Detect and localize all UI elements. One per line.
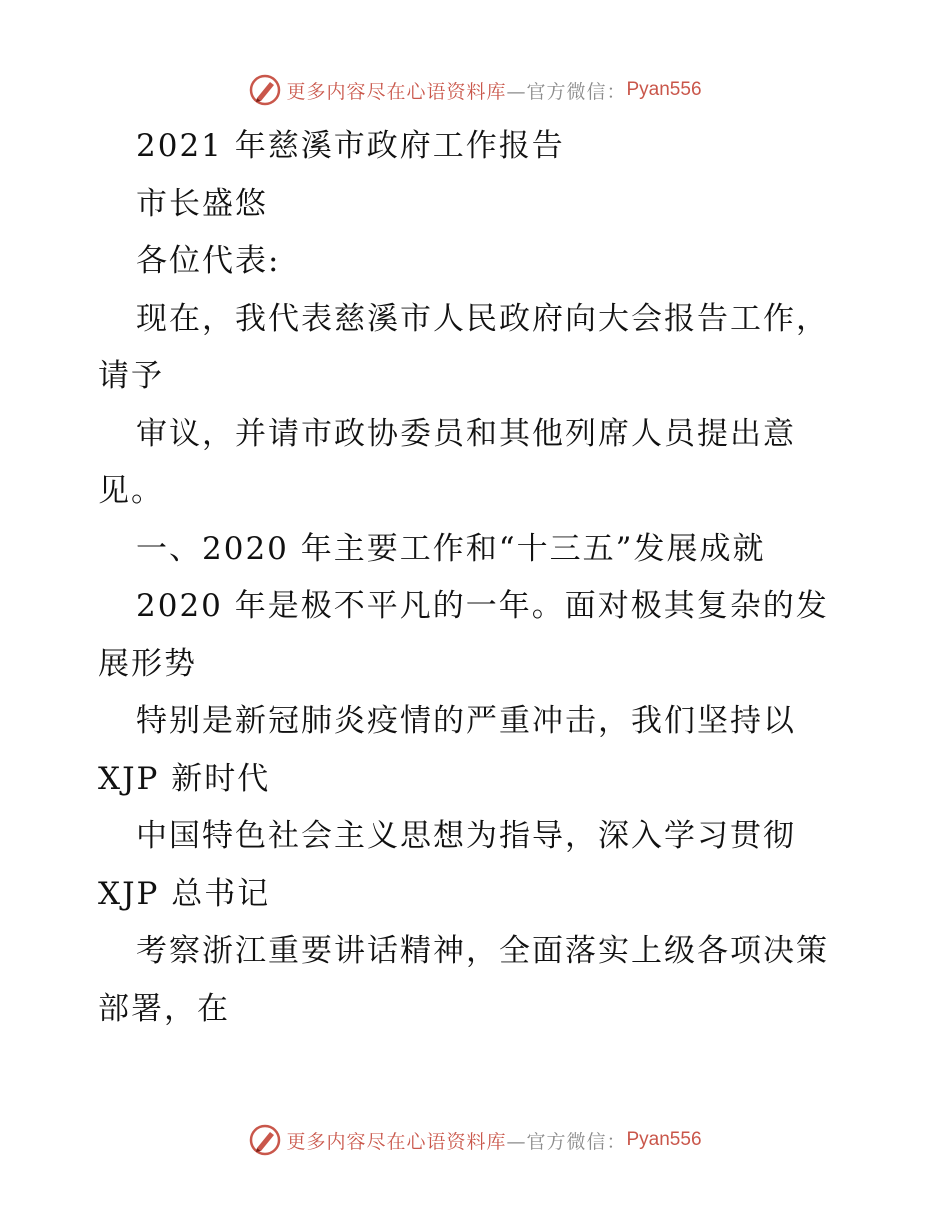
- watermark-separator: —官方微信：: [506, 80, 627, 103]
- document-author: 市长盛悠: [136, 185, 268, 222]
- salutation: 各位代表:: [136, 243, 281, 279]
- paragraph-line: 考察浙江重要讲话精神，全面落实上级各项决策: [136, 933, 829, 969]
- pen-logo-icon: [248, 73, 282, 107]
- document-title: 2021 年慈溪市政府工作报告: [136, 128, 565, 164]
- header-watermark: [0, 70, 950, 110]
- footer-watermark: [0, 1120, 950, 1160]
- paragraph-line: XJP 新时代: [98, 760, 271, 797]
- watermark-wechat-id: Pyan556: [626, 1129, 702, 1150]
- paragraph-line: 2020 年是极不平凡的一年。面对极其复杂的发: [136, 588, 829, 624]
- paragraph-line: 请予: [98, 358, 164, 394]
- watermark-text: 更多内容尽在心语资料库: [286, 1130, 507, 1153]
- watermark-separator: —官方微信：: [506, 1130, 627, 1153]
- document-body: [98, 118, 858, 1038]
- paragraph-line: 见。: [98, 473, 164, 509]
- watermark-wechat-id: Pyan556: [626, 79, 702, 100]
- paragraph-line: 审议，并请市政协委员和其他列席人员提出意: [136, 415, 796, 452]
- paragraph-line: 现在，我代表慈溪市人民政府向大会报告工作，: [136, 300, 829, 337]
- paragraph-line: 特别是新冠肺炎疫情的严重冲击，我们坚持以: [136, 703, 796, 739]
- section-heading: 一、2020 年主要工作和“十三五”发展成就: [136, 530, 766, 567]
- paragraph-line: 部署，在: [98, 990, 230, 1027]
- pen-logo-icon: [248, 1123, 282, 1157]
- paragraph-line: 展形势: [98, 645, 197, 682]
- paragraph-line: XJP 总书记: [98, 875, 271, 912]
- watermark-text: 更多内容尽在心语资料库: [286, 80, 507, 103]
- paragraph-line: 中国特色社会主义思想为指导，深入学习贯彻: [136, 818, 796, 854]
